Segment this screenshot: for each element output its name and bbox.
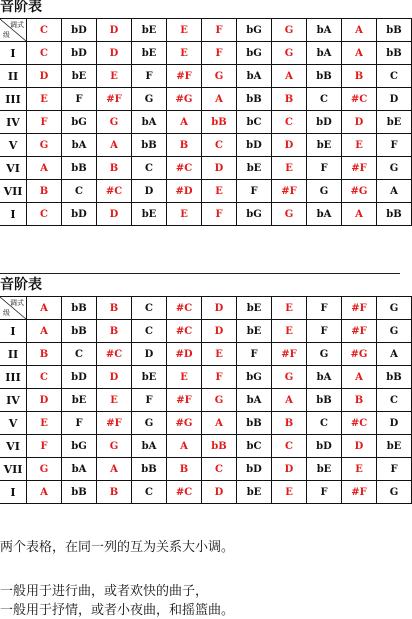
note-cell: B (342, 389, 377, 412)
header-row (0, 297, 412, 320)
note-cell: E (272, 481, 307, 504)
key-header-cell: F (202, 19, 237, 42)
note-cell: E (167, 42, 202, 65)
note-cell: bB (237, 88, 272, 111)
minor-scale-table (0, 296, 412, 504)
note-cell: #F (97, 412, 132, 435)
note-cell: B (27, 343, 62, 366)
key-header-cell: C (132, 297, 167, 320)
corner-mode-label: 调式 (10, 299, 24, 307)
note-cell: D (272, 134, 307, 157)
note-cell: bB (62, 157, 97, 180)
note-cell: bB (377, 42, 412, 65)
key-header-cell: E (167, 19, 202, 42)
note-cell: bD (307, 435, 342, 458)
degree-label: VII (0, 180, 27, 203)
note-cell: A (342, 203, 377, 226)
note-cell: bA (307, 203, 342, 226)
note-cell: D (342, 111, 377, 134)
note-cell: B (97, 481, 132, 504)
note-cell: #F (167, 389, 202, 412)
note-cell: C (132, 481, 167, 504)
note-cell: A (202, 412, 237, 435)
table-row (0, 343, 412, 366)
table-row (0, 481, 412, 504)
key-header-cell: B (97, 297, 132, 320)
note-cell: bB (132, 458, 167, 481)
note-cell: bA (237, 65, 272, 88)
key-header-cell: F (307, 297, 342, 320)
note-cell: F (307, 481, 342, 504)
note-cell: bE (237, 157, 272, 180)
note-cell: D (377, 412, 412, 435)
table-row (0, 203, 412, 226)
note-cell: E (97, 65, 132, 88)
note-cell: B (342, 65, 377, 88)
degree-label: V (0, 412, 27, 435)
key-header-cell: D (97, 19, 132, 42)
note-cell: F (27, 111, 62, 134)
corner-degree-label: 级 (3, 31, 10, 39)
note-cell: bA (237, 389, 272, 412)
table2-title: 音阶表 (0, 277, 42, 293)
note-cell: bB (62, 481, 97, 504)
note-cell: bB (307, 389, 342, 412)
note-cell: bE (377, 435, 412, 458)
note-cell: C (202, 134, 237, 157)
note-cell: E (97, 389, 132, 412)
note-cell: D (202, 320, 237, 343)
note-cell: #D (167, 343, 202, 366)
note-cell: bE (62, 389, 97, 412)
note-major-usage: 一般用于进行曲，或者欢快的曲子， (0, 584, 209, 599)
key-header-cell: bA (307, 19, 342, 42)
note-cell: A (27, 157, 62, 180)
note-cell: #F (342, 157, 377, 180)
note-cell: bA (132, 435, 167, 458)
divider (0, 273, 400, 274)
note-cell: bB (377, 366, 412, 389)
note-cell: bG (62, 111, 97, 134)
note-cell: E (272, 157, 307, 180)
degree-label: II (0, 65, 27, 88)
note-cell: bB (202, 435, 237, 458)
note-cell: #C (97, 180, 132, 203)
note-cell: E (272, 320, 307, 343)
note-cell: D (377, 88, 412, 111)
note-cell: bE (237, 320, 272, 343)
table-row (0, 458, 412, 481)
note-cell: A (342, 42, 377, 65)
note-cell: E (202, 180, 237, 203)
note-cell: bE (307, 458, 342, 481)
note-minor-usage: 一般用于抒情，或者小夜曲，和摇篮曲。 (0, 603, 235, 618)
note-cell: F (377, 458, 412, 481)
note-cell: G (272, 366, 307, 389)
note-cell: C (307, 412, 342, 435)
note-cell: C (307, 88, 342, 111)
note-cell: G (132, 412, 167, 435)
note-cell: bC (237, 435, 272, 458)
note-cell: G (377, 320, 412, 343)
note-cell: A (27, 481, 62, 504)
note-cell: F (62, 412, 97, 435)
note-cell: B (272, 412, 307, 435)
degree-label: III (0, 366, 27, 389)
note-cell: bA (307, 366, 342, 389)
note-cell: C (377, 65, 412, 88)
note-cell: bD (307, 111, 342, 134)
note-cell: F (132, 389, 167, 412)
note-cell: bB (132, 134, 167, 157)
table-row (0, 134, 412, 157)
note-cell: bD (237, 458, 272, 481)
key-header-cell: A (27, 297, 62, 320)
note-cell: bG (62, 435, 97, 458)
note-cell: A (167, 111, 202, 134)
key-header-cell: G (272, 19, 307, 42)
note-cell: bB (62, 320, 97, 343)
note-cell: E (27, 412, 62, 435)
note-cell: #F (272, 343, 307, 366)
key-header-cell: C (27, 19, 62, 42)
key-header-cell: #F (342, 297, 377, 320)
note-cell: #F (342, 320, 377, 343)
note-cell: #F (272, 180, 307, 203)
note-cell: E (342, 458, 377, 481)
note-cell: F (202, 42, 237, 65)
note-cell: G (202, 389, 237, 412)
note-cell: G (97, 111, 132, 134)
note-cell: C (62, 343, 97, 366)
note-cell: #C (97, 343, 132, 366)
note-cell: G (27, 458, 62, 481)
corner-degree-label: 级 (3, 309, 10, 317)
degree-label: VI (0, 435, 27, 458)
degree-label: I (0, 320, 27, 343)
table1-title: 音阶表 (0, 0, 42, 15)
note-cell: F (377, 134, 412, 157)
note-cell: A (342, 366, 377, 389)
note-cell: bG (237, 42, 272, 65)
key-header-cell: D (202, 297, 237, 320)
table-row (0, 412, 412, 435)
note-cell: F (237, 180, 272, 203)
note-cell: #G (167, 412, 202, 435)
note-cell: bE (132, 42, 167, 65)
note-cell: #G (342, 343, 377, 366)
note-cell: D (202, 481, 237, 504)
note-cell: C (377, 389, 412, 412)
key-header-cell: A (342, 19, 377, 42)
note-cell: G (377, 157, 412, 180)
note-cell: C (27, 42, 62, 65)
note-cell: bA (62, 134, 97, 157)
table-row (0, 42, 412, 65)
table-row (0, 366, 412, 389)
note-cell: G (377, 481, 412, 504)
note-cell: bG (237, 366, 272, 389)
degree-label: IV (0, 111, 27, 134)
note-cell: B (167, 458, 202, 481)
major-scale-table (0, 18, 412, 226)
note-cell: C (202, 458, 237, 481)
note-cell: F (62, 88, 97, 111)
key-header-cell: bE (132, 19, 167, 42)
note-cell: G (307, 180, 342, 203)
note-cell: bE (307, 134, 342, 157)
note-cell: bE (132, 366, 167, 389)
note-cell: G (202, 65, 237, 88)
note-cell: B (97, 320, 132, 343)
note-cell: B (167, 134, 202, 157)
note-cell: bD (62, 203, 97, 226)
note-cell: #G (167, 88, 202, 111)
degree-label: IV (0, 389, 27, 412)
note-cell: #C (342, 412, 377, 435)
note-cell: D (342, 435, 377, 458)
note-cell: B (27, 180, 62, 203)
key-header-cell: #C (167, 297, 202, 320)
note-cell: C (272, 435, 307, 458)
degree-label: I (0, 203, 27, 226)
note-cell: #C (167, 320, 202, 343)
table-row (0, 180, 412, 203)
note-cell: B (97, 157, 132, 180)
note-cell: bG (237, 203, 272, 226)
note-cell: F (237, 343, 272, 366)
note-cell: F (202, 203, 237, 226)
note-cell: A (97, 134, 132, 157)
note-cell: C (132, 320, 167, 343)
note-cell: A (272, 389, 307, 412)
note-cell: G (27, 134, 62, 157)
note-cell: C (62, 180, 97, 203)
note-cell: bE (377, 111, 412, 134)
note-cell: D (272, 458, 307, 481)
note-cell: A (27, 320, 62, 343)
note-cell: A (272, 65, 307, 88)
note-cell: G (132, 88, 167, 111)
key-header-cell: bE (237, 297, 272, 320)
note-cell: #C (167, 481, 202, 504)
note-cell: bE (132, 203, 167, 226)
note-cell: B (272, 88, 307, 111)
degree-label: VI (0, 157, 27, 180)
note-cell: E (342, 134, 377, 157)
note-cell: bB (377, 203, 412, 226)
table-row (0, 320, 412, 343)
degree-label: III (0, 88, 27, 111)
note-cell: D (97, 203, 132, 226)
note-cell: C (27, 203, 62, 226)
note-cell: bE (62, 65, 97, 88)
table-row (0, 389, 412, 412)
table-row (0, 65, 412, 88)
note-cell: bA (132, 111, 167, 134)
table-row (0, 435, 412, 458)
corner-mode-label: 调式 (10, 21, 24, 29)
note-cell: D (27, 389, 62, 412)
note-cell: A (97, 458, 132, 481)
note-cell: E (202, 343, 237, 366)
note-cell: bA (307, 42, 342, 65)
note-cell: #D (167, 180, 202, 203)
note-cell: A (202, 88, 237, 111)
note-cell: F (202, 366, 237, 389)
degree-label: II (0, 343, 27, 366)
note-cell: C (132, 157, 167, 180)
note-cell: G (307, 343, 342, 366)
note-cell: D (132, 343, 167, 366)
note-cell: A (167, 435, 202, 458)
note-cell: #F (97, 88, 132, 111)
note-cell: bD (237, 134, 272, 157)
note-cell: G (97, 435, 132, 458)
note-cell: A (377, 343, 412, 366)
note-cell: bC (237, 111, 272, 134)
note-cell: bE (237, 481, 272, 504)
note-cell: A (377, 180, 412, 203)
note-cell: #G (342, 180, 377, 203)
key-header-cell: bD (62, 19, 97, 42)
note-cell: F (132, 65, 167, 88)
note-cell: bB (307, 65, 342, 88)
key-header-cell: bB (377, 19, 412, 42)
degree-label: VII (0, 458, 27, 481)
note-cell: D (97, 366, 132, 389)
corner-cell (0, 19, 27, 42)
note-cell: E (167, 366, 202, 389)
note-cell: #C (342, 88, 377, 111)
note-cell: C (272, 111, 307, 134)
key-header-cell: bG (237, 19, 272, 42)
note-cell: bA (62, 458, 97, 481)
table-row (0, 88, 412, 111)
note-cell: bD (62, 366, 97, 389)
note-cell: #C (167, 157, 202, 180)
note-cell: G (272, 203, 307, 226)
note-cell: D (202, 157, 237, 180)
note-cell: bB (237, 412, 272, 435)
key-header-cell: G (377, 297, 412, 320)
note-cell: D (132, 180, 167, 203)
note-cell: D (97, 42, 132, 65)
note-cell: C (27, 366, 62, 389)
note-cell: G (272, 42, 307, 65)
note-cell: bB (202, 111, 237, 134)
note-cell: F (27, 435, 62, 458)
note-cell: #F (167, 65, 202, 88)
degree-label: I (0, 42, 27, 65)
table-row (0, 157, 412, 180)
key-header-cell: bB (62, 297, 97, 320)
table-row (0, 111, 412, 134)
degree-label: V (0, 134, 27, 157)
note-relative-keys: 两个表格，在同一列的互为关系大小调。 (0, 540, 235, 555)
note-cell: D (27, 65, 62, 88)
corner-cell (0, 297, 27, 320)
key-header-cell: E (272, 297, 307, 320)
note-cell: #F (342, 481, 377, 504)
note-cell: F (307, 157, 342, 180)
note-cell: E (167, 203, 202, 226)
degree-label: I (0, 481, 27, 504)
note-cell: bD (62, 42, 97, 65)
note-cell: F (307, 320, 342, 343)
note-cell: E (27, 88, 62, 111)
header-row (0, 19, 412, 42)
